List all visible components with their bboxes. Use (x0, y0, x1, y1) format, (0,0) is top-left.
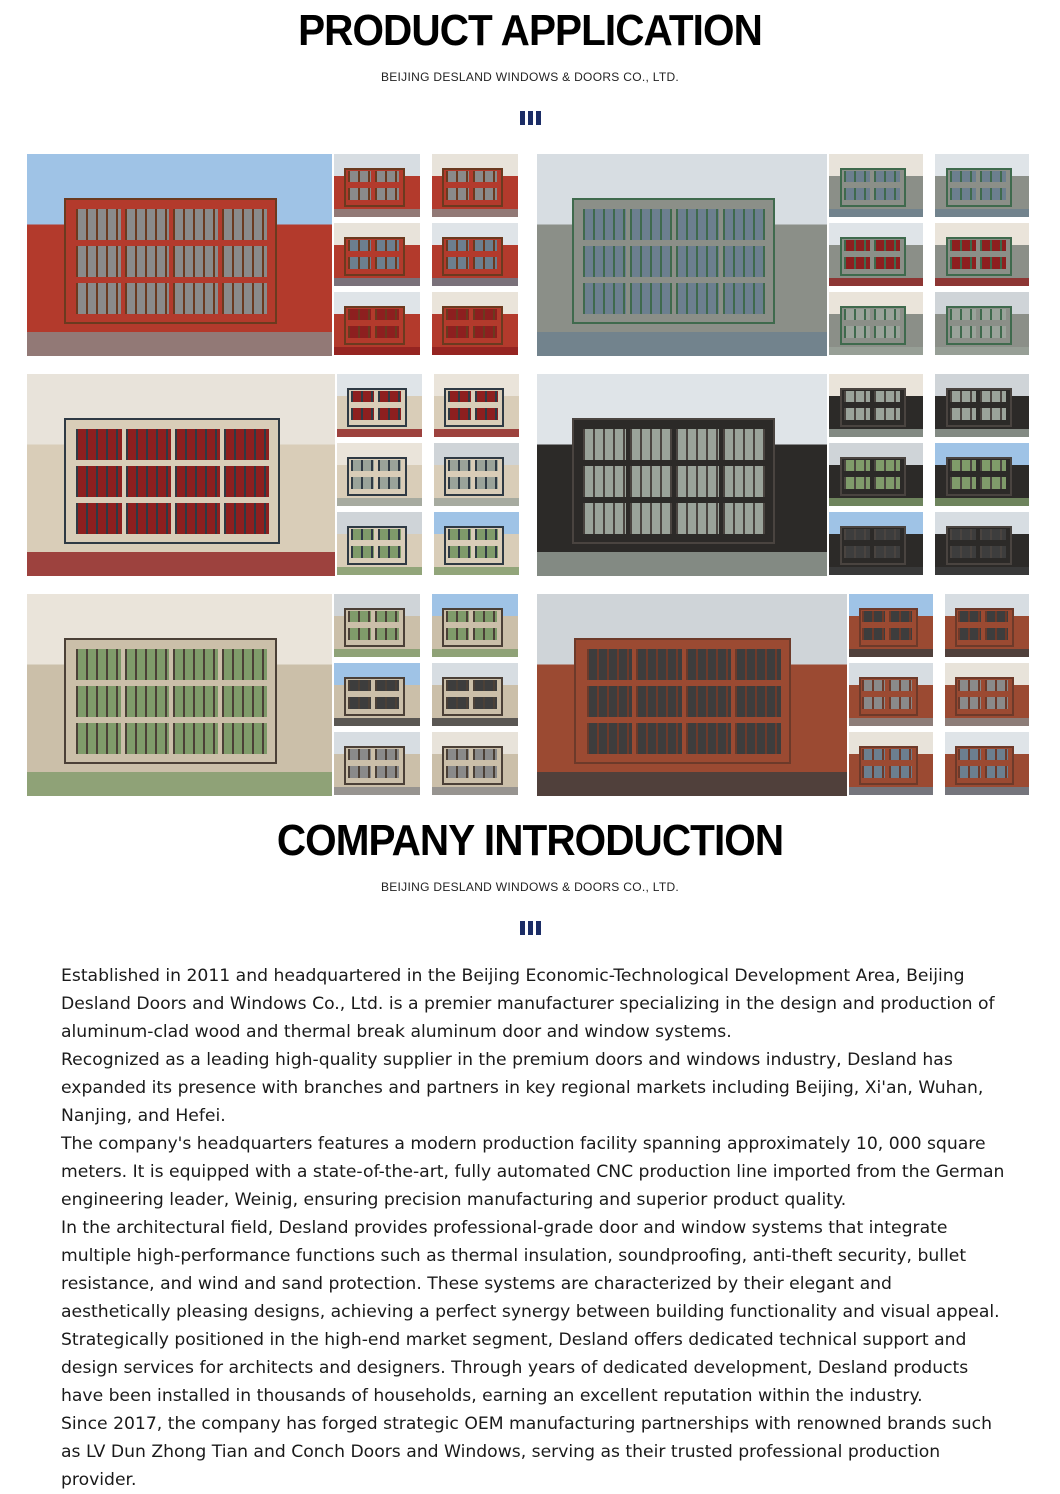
project-photo-large (27, 154, 332, 356)
intro-paragraph: The company's headquarters features a modern production facility spanning approximately 10, 000 square meters. It is equipped with a state-of-the-art, fully automated CNC production line imported from the German engineering leader, Weinig, ensuring precision manufacturing and superior product quality. (61, 1134, 1005, 1210)
company-introduction-title: COMPANY INTRODUCTION (276, 816, 784, 865)
intro-paragraph: Strategically positioned in the high-end market segment, Desland offers dedicated technical support and design services for architects and designers. Through years of dedicated development, Desland products have been installed in thousands of households, earning an excellent reputation within the industry. (61, 1330, 969, 1406)
project-photo-thumbnail (945, 594, 1029, 657)
intro-paragraph: In the architectural field, Desland provides professional-grade door and window systems that integrate multiple high-performance functions such as thermal insulation, soundproofing, anti-theft security, bullet resistance, and wind and sand protection. These systems are characterized by their elegant and aesthetically pleasing designs, achieving a perfect synergy between building functionality and visual appeal. (61, 1218, 1000, 1322)
intro-paragraph: Since 2017, the company has forged strategic OEM manufacturing partnerships with renowned brands such as LV Dun Zhong Tian and Conch Doors and Windows, serving as their trusted professional production provider. (61, 1414, 992, 1490)
project-photo-thumbnail (432, 154, 518, 217)
project-photo-thumbnail (334, 732, 420, 795)
project-photo-thumbnail (334, 594, 420, 657)
project-photo-thumbnail (434, 512, 519, 575)
project-photo-thumbnail (935, 374, 1029, 437)
project-photo-thumbnail (849, 594, 933, 657)
project-photo-thumbnail (935, 512, 1029, 575)
project-photo-thumbnail (334, 663, 420, 726)
project-photo-thumbnail (849, 663, 933, 726)
project-photo-thumbnail (432, 663, 518, 726)
project-photo-thumbnail (337, 374, 422, 437)
project-photo-thumbnail (432, 732, 518, 795)
product-application-subtitle: BEIJING DESLAND WINDOWS & DOORS CO., LTD. (380, 70, 680, 84)
project-photo-large (537, 594, 847, 796)
project-photo-large (537, 374, 827, 576)
project-photo-thumbnail (935, 443, 1029, 506)
intro-paragraph: Established in 2011 and headquartered in the Beijing Economic-Technological Development Area, Beijing Desland Doors and Windows Co., Ltd. is a premier manufacturer specializing in the design and production of aluminum-clad wood and thermal break aluminum door and window systems. (61, 966, 995, 1042)
project-photo-thumbnail (935, 154, 1029, 217)
intro-paragraph: Recognized as a leading high-quality supplier in the premium doors and windows industry, Desland has expanded its presence with branches and partners in key regional markets including Beijing, Xi'an, Wuhan, Nanjing, and Hefei. (61, 1050, 984, 1126)
divider-bars-icon (518, 111, 542, 125)
project-photo-thumbnail (434, 443, 519, 506)
divider-bars-icon (518, 921, 542, 935)
project-photo-thumbnail (337, 512, 422, 575)
project-photo-thumbnail (432, 223, 518, 286)
project-photo-thumbnail (829, 443, 923, 506)
project-photo-thumbnail (935, 292, 1029, 355)
project-photo-thumbnail (432, 292, 518, 355)
project-photo-thumbnail (849, 732, 933, 795)
project-photo-thumbnail (829, 223, 923, 286)
project-photo-thumbnail (334, 292, 420, 355)
project-photo-thumbnail (434, 374, 519, 437)
company-introduction-text (61, 962, 1005, 1494)
project-photo-large (27, 374, 335, 576)
project-photo-large (537, 154, 827, 356)
company-introduction-subtitle: BEIJING DESLAND WINDOWS & DOORS CO., LTD. (380, 880, 680, 894)
product-application-title: PRODUCT APPLICATION (298, 6, 762, 55)
project-photo-thumbnail (334, 223, 420, 286)
project-photo-thumbnail (829, 292, 923, 355)
project-photo-thumbnail (337, 443, 422, 506)
project-photo-large (27, 594, 332, 796)
project-photo-thumbnail (935, 223, 1029, 286)
project-photo-thumbnail (829, 512, 923, 575)
project-photo-thumbnail (432, 594, 518, 657)
project-photo-thumbnail (334, 154, 420, 217)
project-photo-thumbnail (945, 732, 1029, 795)
project-photo-thumbnail (829, 374, 923, 437)
project-photo-thumbnail (829, 154, 923, 217)
project-photo-thumbnail (945, 663, 1029, 726)
